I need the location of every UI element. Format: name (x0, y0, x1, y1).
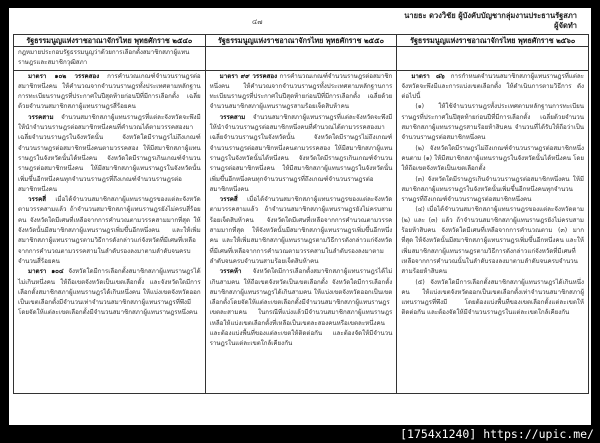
column-body-2540 (14, 70, 206, 393)
paragraph (18, 113, 201, 195)
paragraph-text: การคำนวณเกณฑ์จำนวนราษฎรต่อสมาชิกหนึ่งคน ให้คำนวณจากจำนวนราษฎรทั้งประเทศตามหลักฐานการทะเบียนราษฎรที่ประกาศในปีสุดท้ายก่อนปีที่มีการเลือกตั้ง เฉลี่ยด้วยจำนวนสมาชิกสภาผู้แทนราษฎรสี่ร้อยคน (18, 72, 201, 111)
paragraph (401, 175, 584, 206)
author-block (404, 11, 577, 31)
paragraph-text: จังหวัดใดมีการเลือกตั้งสมาชิกสภาผู้แทนราษฎรได้ไม่เกินสามคน ให้ถือเขตจังหวัดเป็นเขตเลือกตั้ง จังหวัดใดมีการเลือกตั้งสมาชิกสภาผู้แทนราษฎรได้เกินสามคน ให้แบ่งเขตจังหวัดออกเป็นเขตเลือกตั้งโดยจัดให้แต่ละเขตเลือกตั้งมีจำนวนสมาชิกสภาผู้แทนราษฎรเขตละสามคน ในกรณีที่แบ่งแล้วมีจำนวนสมาชิกสภาผู้แทนราษฎรเหลือให้แบ่งเขตเลือกตั้งที่เหลือเป็นเขตละสองคนหรือเขตละหนึ่งคน และต้องแบ่งพื้นที่ของแต่ละเขตให้ติดต่อกัน และต้องจัดให้มีจำนวนราษฎรในแต่ละเขตใกล้เคียงกัน (209, 268, 393, 348)
paragraph (401, 72, 584, 103)
paragraph (210, 195, 393, 267)
section-label: มาตรา ๘๖ (411, 72, 445, 80)
law-title-2550 (205, 47, 397, 71)
section-label: วรรคสาม (28, 113, 54, 121)
paragraph (210, 72, 393, 113)
column-header-2560: รัฐธรรมนูญแห่งราชอาณาจักรไทย พุทธศักราช ๒๕๖๐ (397, 35, 589, 47)
column-body-2550 (205, 70, 397, 393)
paragraph-text: (๑) ให้ใช้จำนวนราษฎรทั้งประเทศตามหลักฐานการทะเบียนราษฎรที่ประกาศในปีสุดท้ายก่อนปีที่มีการเลือกตั้ง เฉลี่ยด้วยจำนวนสมาชิกสภาผู้แทนราษฎรสามร้อยห้าสิบคน จำนวนที่ได้รับให้ถือว่าเป็นจำนวนราษฎรต่อสมาชิกหนึ่งคน (401, 103, 584, 142)
paragraph (18, 72, 201, 113)
paragraph (401, 102, 584, 143)
paragraph-text: เมื่อได้จำนวนสมาชิกสภาผู้แทนราษฎรของแต่ละจังหวัดตามวรรคสามแล้ว ถ้าจำนวนสมาชิกสภาผู้แทนราษฎรยังไม่ครบสี่ร้อยคน จังหวัดใดมีเศษที่เหลือจากการคำนวณตามวรรคสามมากที่สุด ให้จังหวัดนั้นมีสมาชิกสภาผู้แทนราษฎรเพิ่มขึ้นอีกหนึ่งคน และให้เพิ่มสมาชิกสภาผู้แทนราษฎรตามวิธีการดังกล่าวแก่จังหวัดที่มีเศษที่เหลือจากการคำนวณตามวรรคสามในลำดับรองลงมาตามลำดับจนครบจำนวนสี่ร้อยคน (18, 196, 201, 265)
column-header-2540: รัฐธรรมนูญแห่งราชอาณาจักรไทย พุทธศักราช ๒๕๔๐ (14, 35, 206, 47)
section-label: วรรคห้า (219, 268, 242, 276)
image-host-watermark: [1754x1240] https://upic.me/ (400, 427, 594, 441)
section-label: วรรคสาม (219, 113, 246, 121)
paragraph (210, 113, 393, 195)
paragraph (401, 278, 584, 319)
section-label: มาตรา ๑๐๒ วรรคสอง (28, 72, 100, 80)
paragraph-text: จังหวัดใดมีการเลือกตั้งสมาชิกสภาผู้แทนราษฎรได้ไม่เกินหนึ่งคน ให้ถือเขตจังหวัดเป็นเขตเลือกตั้ง และจังหวัดใดมีการเลือกตั้งสมาชิกสภาผู้แทนราษฎรได้เกินหนึ่งคน ให้แบ่งเขตจังหวัดออกเป็นเขตเลือกตั้งมีจำนวนเท่าจำนวนสมาชิกสภาผู้แทนราษฎรที่พึงมี โดยจัดให้แต่ละเขตเลือกตั้งมีจำนวนสมาชิกสภาผู้แทนราษฎรหนึ่งคน (18, 268, 201, 317)
law-title-2540: กฎหมายประกอบรัฐธรรมนูญว่าด้วยการเลือกตั้งสมาชิกสภาผู้แทนราษฎรและสมาชิกวุฒิสภา (14, 47, 206, 71)
column-header-2550: รัฐธรรมนูญแห่งราชอาณาจักรไทย พุทธศักราช ๒๕๕๐ (205, 35, 397, 47)
paragraph-text: การกำหนดจำนวนสมาชิกสภาผู้แทนราษฎรที่แต่ละจังหวัดจะพึงมีและการแบ่งเขตเลือกตั้ง ให้ดำเนินการตามวิธีการ ดังต่อไปนี้ (401, 72, 584, 101)
author-role: ผู้จัดทำ (554, 21, 577, 30)
paragraph (401, 144, 584, 175)
section-label: มาตรา ๑๐๔ (28, 268, 64, 276)
paragraph-text: (๓) จังหวัดใดมีราษฎรเกินจำนวนราษฎรต่อสมาชิกหนึ่งคน ให้มีสมาชิกสภาผู้แทนราษฎรในจังหวัดนั้นเพิ่มขึ้นอีกหนึ่งคนทุกจำนวนราษฎรที่ถึงเกณฑ์จำนวนราษฎรต่อสมาชิกหนึ่งคน (401, 175, 584, 204)
section-label: วรรคสี่ (219, 196, 238, 204)
paragraph-text: การคำนวณเกณฑ์จำนวนราษฎรต่อสมาชิกหนึ่งคน ให้คำนวณจากจำนวนราษฎรทั้งประเทศตามหลักฐานการทะเบียนราษฎรที่ประกาศในปีสุดท้ายก่อนปีที่มีการเลือกตั้ง เฉลี่ยด้วยจำนวนสมาชิกสภาผู้แทนราษฎรสามร้อยเจ็ดสิบห้าคน (209, 72, 393, 111)
comparison-table (13, 34, 589, 394)
paragraph (18, 195, 201, 267)
paragraph-text: (๔) เมื่อได้จำนวนสมาชิกสภาผู้แทนราษฎรของแต่ละจังหวัดตาม (๒) และ (๓) แล้ว ถ้าจำนวนสมาชิกสภาผู้แทนราษฎรยังไม่ครบสามร้อยห้าสิบคน จังหวัดใดมีเศษที่เหลือจากการคำนวณตาม (๓) มากที่สุด ให้จังหวัดนั้นมีสมาชิกสภาผู้แทนราษฎรเพิ่มขึ้นอีกหนึ่งคน และให้เพิ่มสมาชิกสภาผู้แทนราษฎรตามวิธีการดังกล่าวแก่จังหวัดที่มีเศษที่เหลือจากการคำนวณนั้นในลำดับรองลงมาตามลำดับจนครบจำนวนสามร้อยห้าสิบคน (401, 206, 584, 276)
paragraph (401, 205, 584, 277)
paragraph-text: (๒) จังหวัดใดมีราษฎรไม่ถึงเกณฑ์จำนวนราษฎรต่อสมาชิกหนึ่งคนตาม (๑) ให้มีสมาชิกสภาผู้แทนราษฎรในจังหวัดนั้นได้หนึ่งคน โดยให้ถือเขตจังหวัดเป็นเขตเลือกตั้ง (401, 144, 584, 173)
section-label: วรรคสี่ (28, 196, 47, 204)
document-page (9, 8, 591, 425)
paragraph-text: จำนวนสมาชิกสภาผู้แทนราษฎรที่แต่ละจังหวัดจะพึงมี ให้นำจำนวนราษฎรต่อสมาชิกหนึ่งคนที่คำนวณได้ตามวรรคสองมาเฉลี่ยจำนวนราษฎรในจังหวัดนั้น จังหวัดใดมีราษฎรไม่ถึงเกณฑ์จำนวนราษฎรต่อสมาชิกหนึ่งคนตามวรรคสอง ให้มีสมาชิกสภาผู้แทนราษฎรในจังหวัดนั้นได้หนึ่งคน จังหวัดใดมีราษฎรเกินเกณฑ์จำนวนราษฎรต่อสมาชิกหนึ่งคน ให้มีสมาชิกสภาผู้แทนราษฎรในจังหวัดนั้นเพิ่มขึ้นอีกหนึ่งคนทุกจำนวนราษฎรที่ถึงเกณฑ์จำนวนราษฎรต่อสมาชิกหนึ่งคน (18, 113, 201, 193)
paragraph-text: (๕) จังหวัดใดมีการเลือกตั้งสมาชิกสภาผู้แทนราษฎรได้เกินหนึ่งคน ให้แบ่งเขตจังหวัดออกเป็นเขตเลือกตั้งเท่าจำนวนสมาชิกสภาผู้แทนราษฎรที่พึงมี โดยต้องแบ่งพื้นที่ของเขตเลือกตั้งแต่ละเขตให้ติดต่อกัน และต้องจัดให้มีจำนวนราษฎรในแต่ละเขตใกล้เคียงกัน (401, 278, 584, 317)
paragraph (210, 267, 393, 349)
section-label: มาตรา ๙๙ วรรคสอง (219, 72, 278, 80)
law-title-2560 (397, 47, 589, 71)
author-name: นายธะ ดวงวิชัย ผู้บังคับบัญชากลุ่มงานประธานรัฐสภา (404, 11, 577, 20)
column-body-2560 (397, 70, 589, 393)
paragraph-text: จำนวนสมาชิกสภาผู้แทนราษฎรที่แต่ละจังหวัดจะพึงมี ให้นำจำนวนราษฎรต่อสมาชิกหนึ่งคนที่คำนวณได้ตามวรรคสองมาเฉลี่ยจำนวนราษฎรในจังหวัดนั้น จังหวัดใดมีราษฎรไม่ถึงเกณฑ์จำนวนราษฎรต่อสมาชิกหนึ่งคนตามวรรคสอง ให้มีสมาชิกสภาผู้แทนราษฎรในจังหวัดนั้นได้หนึ่งคน จังหวัดใดมีราษฎรเกินเกณฑ์จำนวนราษฎรต่อสมาชิกหนึ่งคน ให้มีสมาชิกสภาผู้แทนราษฎรในจังหวัดนั้นเพิ่มขึ้นอีกหนึ่งคนทุกจำนวนราษฎรที่ถึงเกณฑ์จำนวนราษฎรต่อสมาชิกหนึ่งคน (209, 113, 393, 193)
page-number: ๔๗ (252, 18, 263, 26)
paragraph (18, 267, 201, 318)
paragraph-text: เมื่อได้จำนวนสมาชิกสภาผู้แทนราษฎรของแต่ละจังหวัดตามวรรคสามแล้ว ถ้าจำนวนสมาชิกสภาผู้แทนราษฎรยังไม่ครบสามร้อยเจ็ดสิบห้าคน จังหวัดใดมีเศษที่เหลือจากการคำนวณตามวรรคสามมากที่สุด ให้จังหวัดนั้นมีสมาชิกสภาผู้แทนราษฎรเพิ่มขึ้นอีกหนึ่งคน และให้เพิ่มสมาชิกสภาผู้แทนราษฎรตามวิธีการดังกล่าวแก่จังหวัดที่มีเศษที่เหลือจากการคำนวณตามวรรคสามในลำดับรองลงมาตามลำดับจนครบจำนวนสามร้อยเจ็ดสิบห้าคน (209, 196, 393, 265)
